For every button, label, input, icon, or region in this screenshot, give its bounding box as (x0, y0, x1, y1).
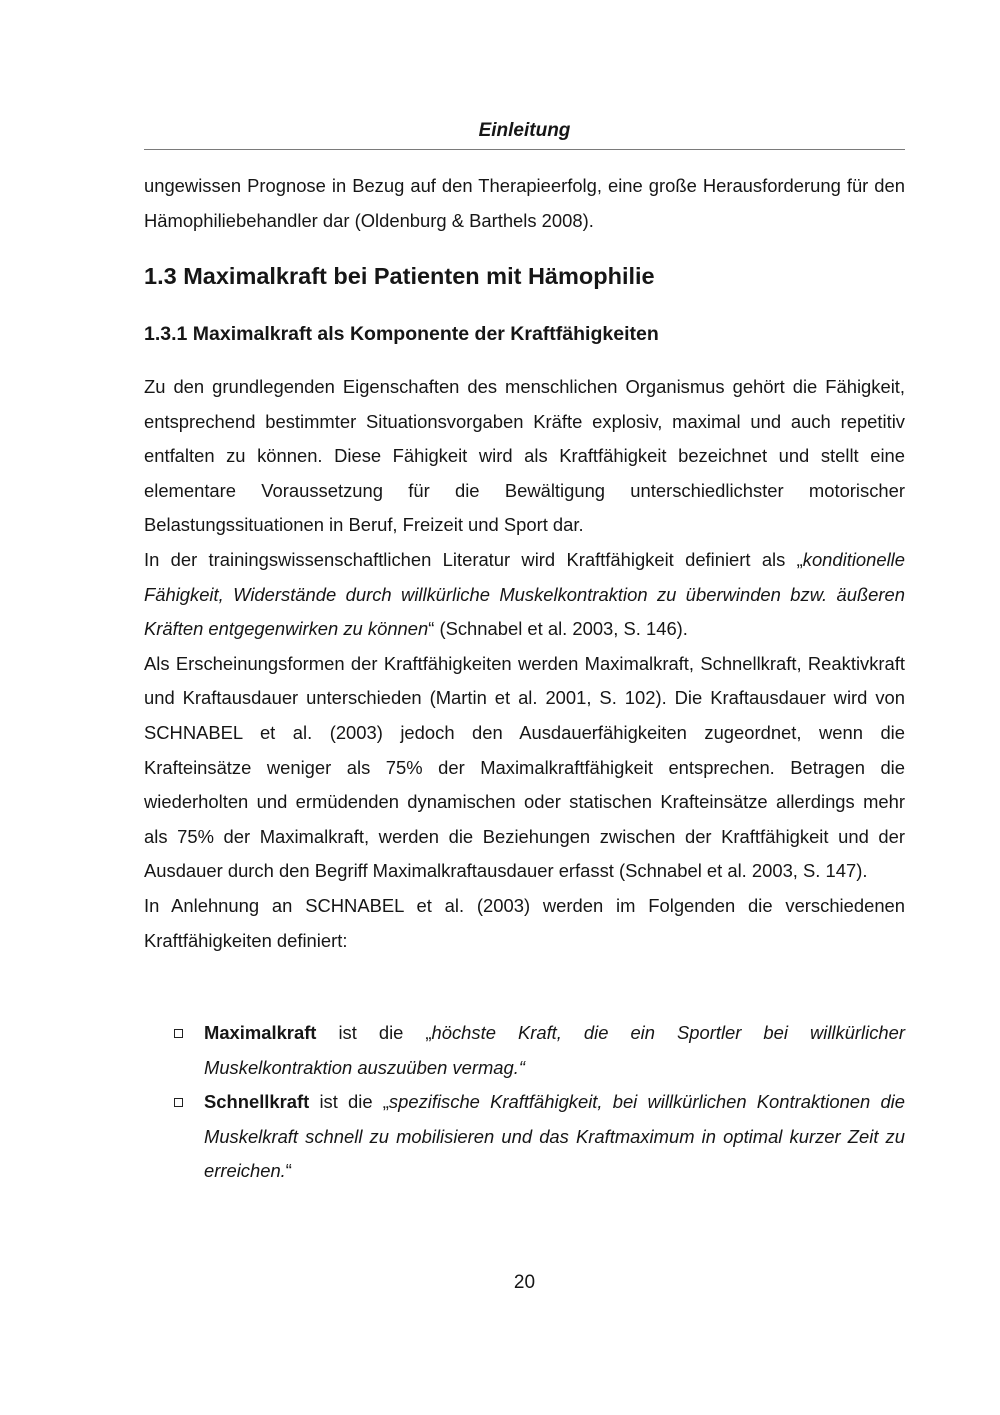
running-header: Einleitung (478, 120, 571, 141)
header-rule (144, 149, 905, 150)
paragraph-2 (144, 543, 905, 647)
bullet-term: Schnellkraft (204, 1091, 310, 1113)
paragraph-2-lead: In der trainingswissenschaftlichen Literatur wird Kraftfähigkeit definiert als „ (144, 548, 803, 570)
list-item (144, 1016, 905, 1085)
bullet-term: Maximalkraft (204, 1022, 317, 1043)
section-heading: 1.3 Maximalkraft bei Patienten mit Hämophilie (144, 263, 655, 289)
bullet-closing: “ (285, 1160, 292, 1182)
definition-list (144, 1016, 905, 1189)
square-bullet-icon (174, 1029, 183, 1038)
paragraph-1: Zu den grundlegenden Eigenschaften des menschlichen Organismus gehört die Fähigkeit, entsprechend bestimmter Situationsvorgaben Kräfte explosiv, maximal und auch repetitiv entfalten zu können. Diese Fähigkeit wird als Kraftfähigkeit bezeichnet und stellt eine elementare Voraussetzung für die Bewältigung unterschiedlichster motorischer Belastungssituationen in Beruf, Freizeit und Sport dar. (144, 376, 905, 536)
paragraph-3: Als Erscheinungsformen der Kraftfähigkeiten werden Maximalkraft, Schnellkraft, Reaktivkraft und Kraftausdauer unterschieden (Martin et al. 2001, S. 102). Die Kraftausdauer wird von SCHNABEL et al. (2003) jedoch den Ausdauerfähigkeiten zugeordnet, wenn die Krafteinsätze weniger als 75% der Maximalkraftfähigkeit entsprechen. Betragen die wiederholten und ermüdenden dynamischen oder statischen Krafteinsätze allerdings mehr als 75% der Maximalkraft, werden die Beziehungen zwischen der Kraftfähigkeit und der Ausdauer durch den Begriff Maximalkraftausdauer erfasst (Schnabel et al. 2003, S. 147). (144, 652, 905, 882)
subsection-heading: 1.3.1 Maximalkraft als Komponente der Kraftfähigkeiten (144, 323, 659, 345)
bullet-connector: ist die „ (316, 1022, 432, 1043)
paragraph-2-tail: “ (Schnabel et al. 2003, S. 146). (428, 618, 688, 640)
page-number: 20 (513, 1272, 536, 1293)
paragraph-4: In Anlehnung an SCHNABEL et al. (2003) werden im Folgenden die verschiedenen Kraftfähigkeiten definiert: (144, 894, 905, 951)
bullet-definition: höchste Kraft, die ein Sportler bei willkürlicher Muskelkontraktion auszuüben vermag.“ (204, 1022, 905, 1078)
paragraph-2-quote: konditionelle Fähigkeit, Widerstände durch willkürliche Muskelkontraktion zu überwinden bzw. äußeren Kräften entgegenwirken zu können (144, 548, 905, 640)
square-bullet-icon (174, 1098, 183, 1107)
intro-paragraph: ungewissen Prognose in Bezug auf den Therapieerfolg, eine große Herausforderung für den Hämophiliebehandler dar (Oldenburg & Barthels 2008). (144, 175, 905, 231)
list-item (144, 1085, 905, 1189)
document-page (144, 0, 905, 1415)
bullet-connector: ist die „ (309, 1091, 389, 1113)
bullet-definition: spezifische Kraftfähigkeit, bei willkürlichen Kontraktionen die Muskelkraft schnell zu mobilisieren und das Kraftmaximum in optimal kurzer Zeit zu erreichen. (204, 1091, 905, 1182)
body-text (144, 370, 905, 958)
